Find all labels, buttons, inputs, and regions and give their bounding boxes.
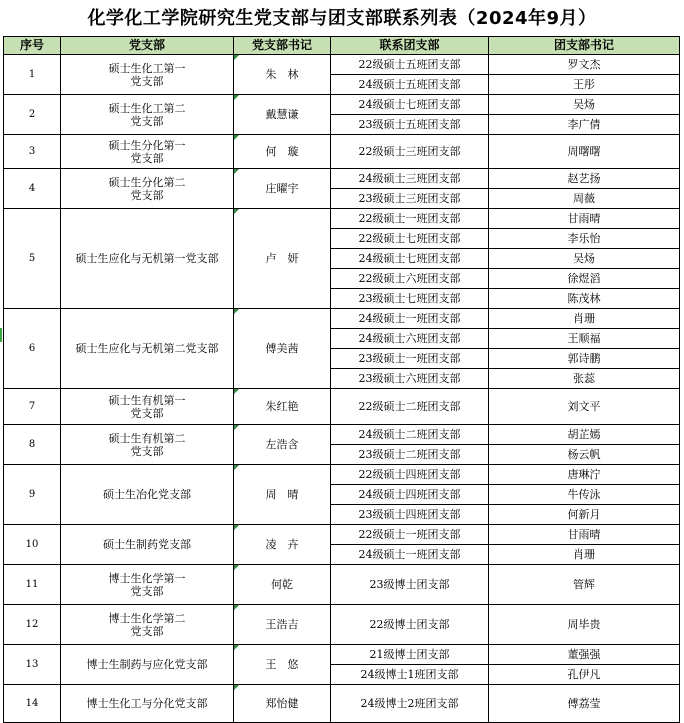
league-branch: 22级硕士七班团支部 [331,229,489,249]
party-branch-name: 博士生制药与应化党支部 [86,658,208,671]
party-branch-name: 党支部 [130,406,164,420]
league-secretary: 周薇 [489,189,680,209]
party-secretary: 王 悠 [234,645,331,685]
row-number: 5 [4,209,61,309]
league-secretary: 胡芷嫣 [489,425,680,445]
party-secretary: 何 璇 [234,135,331,169]
party-branch-name: 硕士生分化第二 [108,175,186,189]
header-party-secretary: 党支部书记 [234,37,331,55]
party-branch-name: 博士生化学第一 [108,571,186,585]
party-branch-name: 博士生化工与分化党支部 [86,697,208,710]
league-secretary: 周曙曙 [489,135,680,169]
league-secretary: 甘雨晴 [489,525,680,545]
party-secretary: 凌 卉 [234,525,331,565]
row-number: 13 [4,645,61,685]
header-party-branch: 党支部 [61,37,234,55]
league-secretary: 肖珊 [489,545,680,565]
league-branch: 24级硕士七班团支部 [331,249,489,269]
league-secretary: 周毕贵 [489,605,680,645]
league-secretary: 王顺福 [489,329,680,349]
row-number: 12 [4,605,61,645]
league-branch: 24级硕士六班团支部 [331,329,489,349]
league-branch: 22级硕士三班团支部 [331,135,489,169]
league-secretary: 唐琳泞 [489,465,680,485]
party-secretary: 王浩吉 [234,605,331,645]
league-branch: 23级硕士一班团支部 [331,349,489,369]
table-row [4,135,680,169]
party-branch-name: 党支部 [130,444,164,458]
party-secretary: 何乾 [234,565,331,605]
row-number: 3 [4,135,61,169]
party-branch-cell [61,465,234,525]
table-row [4,565,680,605]
league-secretary: 董强强 [489,645,680,665]
league-secretary: 李乐怡 [489,229,680,249]
row-number: 4 [4,169,61,209]
league-branch: 23级硕士六班团支部 [331,369,489,389]
league-secretary: 徐煜滔 [489,269,680,289]
party-branch-name: 硕士生化工第二 [108,101,186,115]
row-number: 7 [4,389,61,425]
party-branch-name: 党支部 [130,584,164,598]
league-secretary: 牛传泳 [489,485,680,505]
party-branch-cell [61,605,234,645]
page-title: 化学化工学院研究生党支部与团支部联系列表（2024年9月） [87,8,597,29]
party-branch-cell [61,169,234,209]
league-branch: 24级硕士七班团支部 [331,95,489,115]
table-row [4,389,680,425]
party-secretary: 周 晴 [234,465,331,525]
party-secretary: 郑怡健 [234,685,331,723]
league-branch: 24级硕士二班团支部 [331,425,489,445]
row-number: 9 [4,465,61,525]
party-secretary: 傅美茜 [234,309,331,389]
party-secretary: 朱 林 [234,55,331,95]
party-branch-name: 党支部 [130,74,164,88]
league-branch: 23级硕士二班团支部 [331,445,489,465]
league-secretary: 杨云帆 [489,445,680,465]
row-number: 1 [4,55,61,95]
table-row [4,465,680,485]
league-branch: 24级博士1班团支部 [331,665,489,685]
league-secretary: 何新月 [489,505,680,525]
league-branch: 23级博士团支部 [331,565,489,605]
party-branch-cell [61,525,234,565]
league-branch: 24级硕士一班团支部 [331,309,489,329]
league-branch: 22级硕士二班团支部 [331,389,489,425]
league-branch: 23级硕士三班团支部 [331,189,489,209]
party-secretary: 左浩含 [234,425,331,465]
league-secretary: 吴炀 [489,249,680,269]
league-branch: 24级硕士四班团支部 [331,485,489,505]
party-branch-name: 硕士生应化与无机第二党支部 [75,342,219,355]
table-row [4,55,680,75]
league-branch: 24级博士2班团支部 [331,685,489,723]
party-secretary: 庄曜宇 [234,169,331,209]
table-row [4,525,680,545]
league-secretary: 赵艺扬 [489,169,680,189]
league-branch: 21级博士团支部 [331,645,489,665]
league-branch: 22级硕士一班团支部 [331,209,489,229]
table-row [4,209,680,229]
party-branch-cell [61,685,234,723]
party-branch-name: 硕士生分化第一 [108,138,186,152]
header-league-branch: 联系团支部 [331,37,489,55]
row-number: 6 [4,309,61,389]
league-secretary: 吴炀 [489,95,680,115]
league-branch: 22级硕士一班团支部 [331,525,489,545]
league-branch: 22级博士团支部 [331,605,489,645]
table-row [4,605,680,645]
table-row [4,169,680,189]
header-no: 序号 [4,37,61,55]
league-branch: 24级硕士三班团支部 [331,169,489,189]
party-branch-cell [61,95,234,135]
league-branch: 23级硕士五班团支部 [331,115,489,135]
party-branch-name: 硕士生制药党支部 [103,538,191,551]
party-branch-name: 硕士生化工第一 [108,61,186,75]
league-secretary: 李广倩 [489,115,680,135]
party-secretary: 朱红艳 [234,389,331,425]
league-branch: 22级硕士六班团支部 [331,269,489,289]
row-number: 11 [4,565,61,605]
party-branch-cell [61,565,234,605]
table-row [4,685,680,723]
row-number: 8 [4,425,61,465]
party-branch-name: 党支部 [130,188,164,202]
league-branch: 23级硕士七班团支部 [331,289,489,309]
party-branch-name: 硕士生有机第一 [108,393,186,407]
party-branch-name: 党支部 [130,114,164,128]
league-secretary: 肖珊 [489,309,680,329]
league-branch: 24级硕士五班团支部 [331,75,489,95]
party-branch-cell [61,55,234,95]
league-secretary: 甘雨晴 [489,209,680,229]
row-marker [0,328,2,342]
row-number: 2 [4,95,61,135]
league-secretary: 王彤 [489,75,680,95]
party-branch-cell [61,389,234,425]
league-branch: 23级硕士四班团支部 [331,505,489,525]
league-secretary: 孔伊凡 [489,665,680,685]
league-secretary: 管辉 [489,565,680,605]
party-branch-name: 硕士生有机第二 [108,431,186,445]
party-branch-cell [61,425,234,465]
league-branch: 22级硕士四班团支部 [331,465,489,485]
party-branch-cell [61,209,234,309]
league-branch: 22级硕士五班团支部 [331,55,489,75]
league-secretary: 陈茂林 [489,289,680,309]
header-league-secretary: 团支部书记 [489,37,680,55]
row-number: 14 [4,685,61,723]
party-branch-cell [61,135,234,169]
table-body [4,55,680,723]
table-row [4,309,680,329]
table-row [4,425,680,445]
league-secretary: 张蕊 [489,369,680,389]
league-secretary: 罗文杰 [489,55,680,75]
row-number: 10 [4,525,61,565]
party-branch-cell [61,645,234,685]
league-secretary: 刘文平 [489,389,680,425]
party-secretary: 卢 妍 [234,209,331,309]
table-row [4,95,680,115]
league-secretary: 郭诗鹏 [489,349,680,369]
league-branch: 24级硕士一班团支部 [331,545,489,565]
party-branch-name: 党支部 [130,151,164,165]
party-branch-name: 硕士生冶化党支部 [103,488,191,501]
league-secretary: 傅荔莹 [489,685,680,723]
party-branch-name: 硕士生应化与无机第一党支部 [75,252,219,265]
party-branch-cell [61,309,234,389]
party-secretary: 戴慧谦 [234,95,331,135]
table-row [4,645,680,665]
liaison-table [3,36,680,723]
party-branch-name: 党支部 [130,624,164,638]
header-row [4,37,680,55]
party-branch-name: 博士生化学第二 [108,611,186,625]
